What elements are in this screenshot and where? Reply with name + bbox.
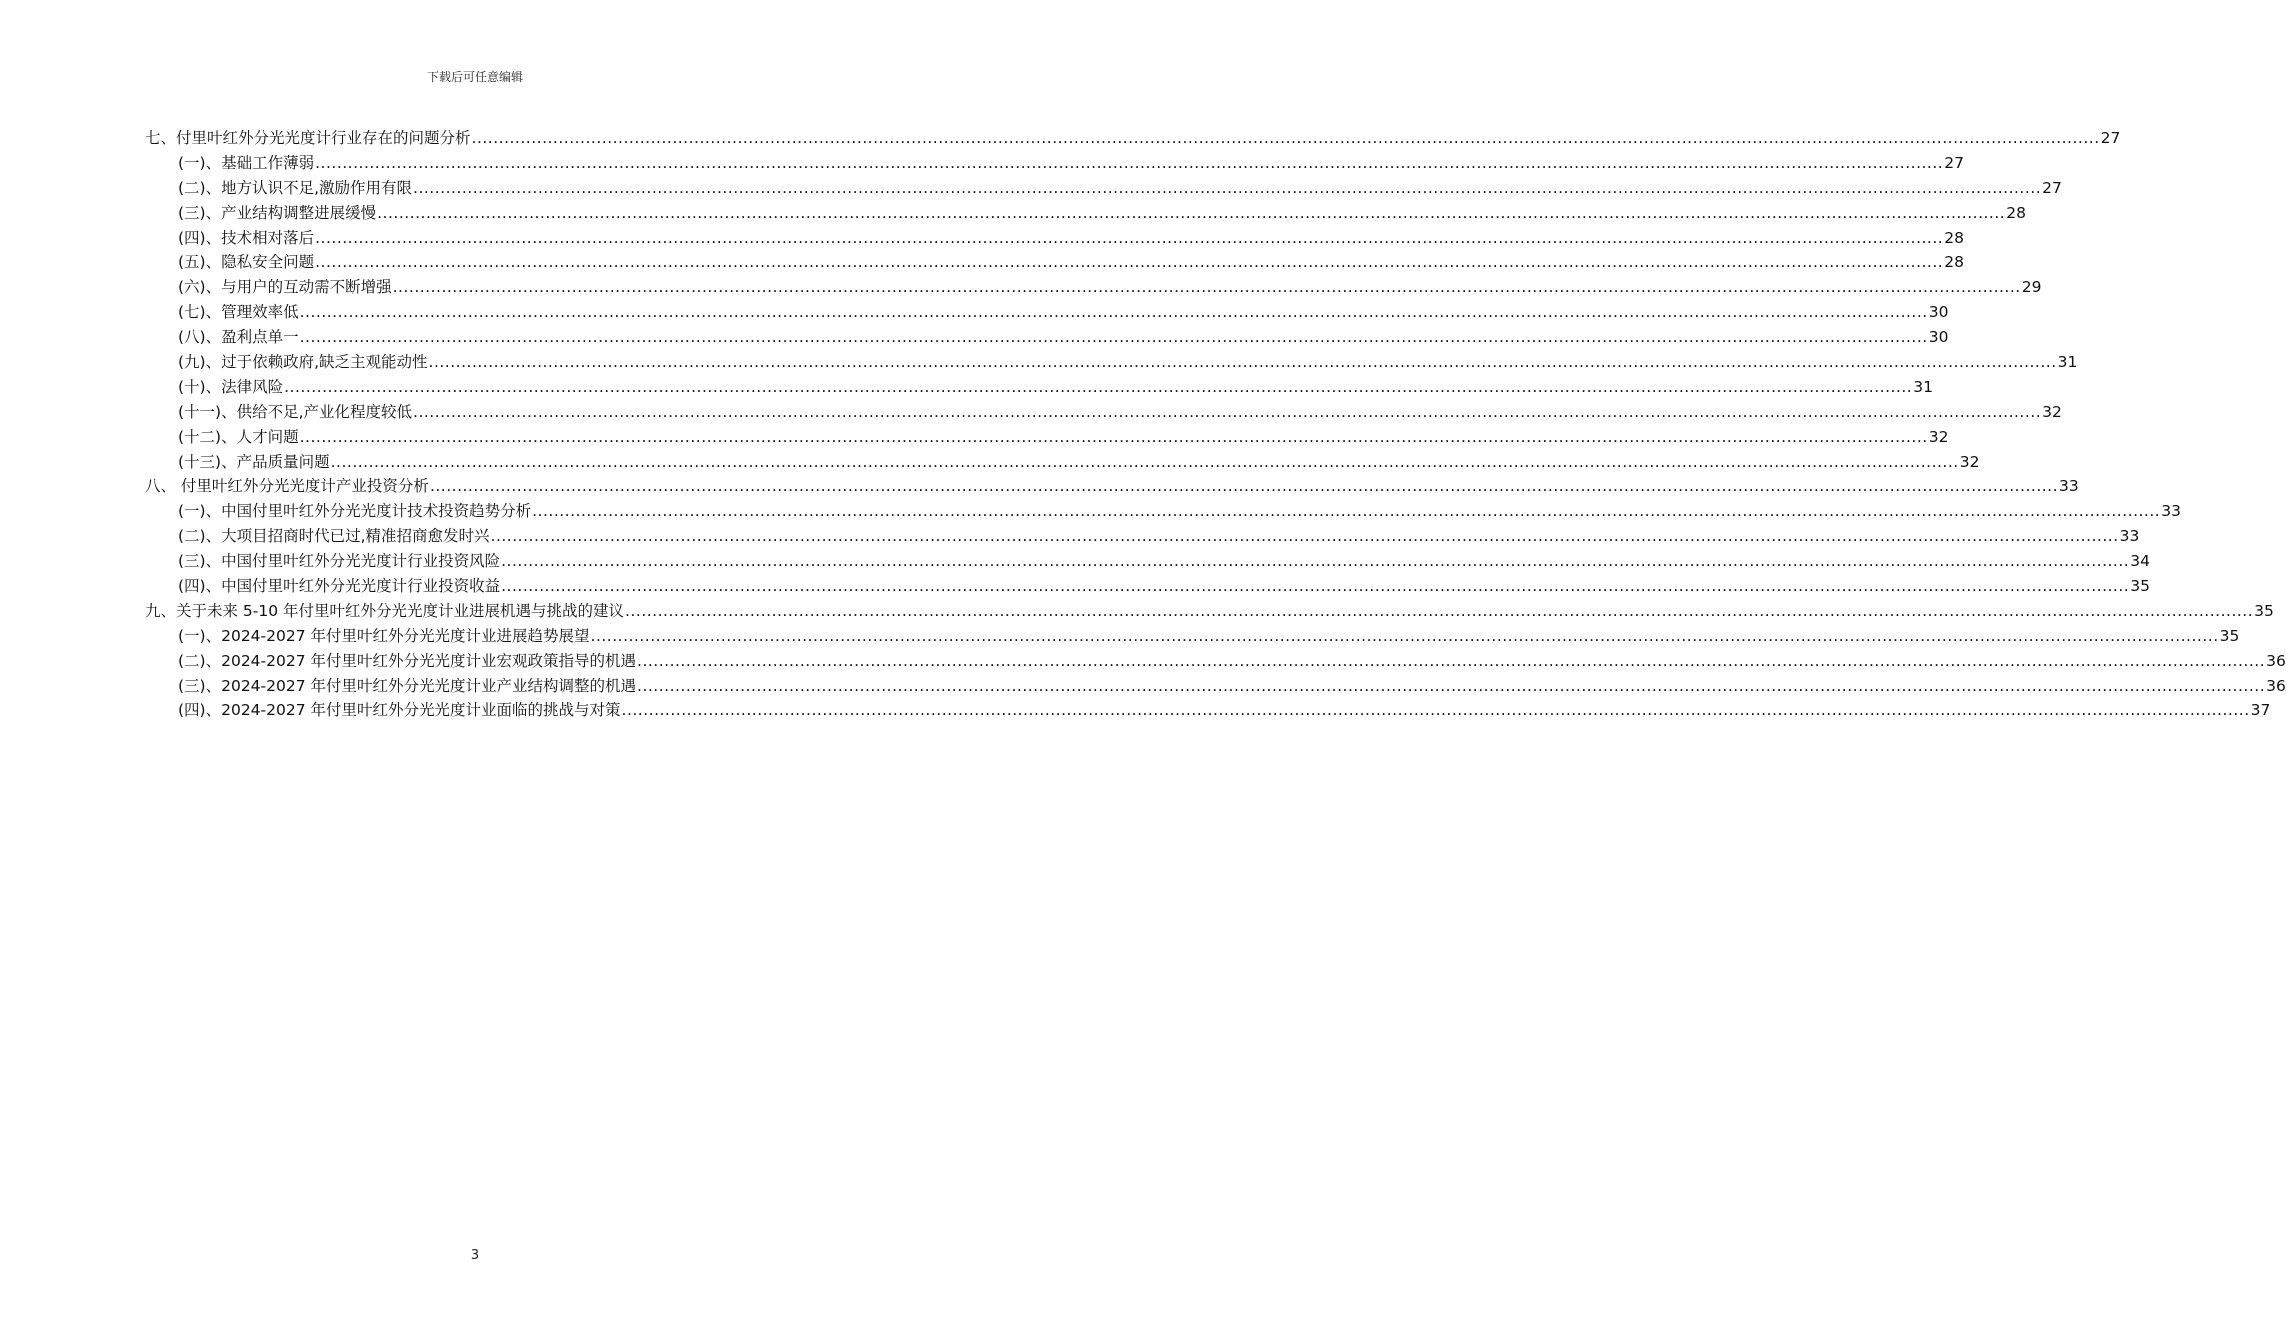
toc-entry-title: (十三)、产品质量问题 xyxy=(178,452,330,471)
toc-chapter-entry[interactable] xyxy=(145,474,2079,499)
toc-section-entry[interactable] xyxy=(145,201,2026,226)
toc-entry-page: 35 xyxy=(2130,577,2150,596)
toc-entry-title: 九、关于未来 5-10 年付里叶红外分光光度计业进展机遇与挑战的建议 xyxy=(145,601,625,620)
toc-dot-leader: ............................................................................................................................................................................................................................................................................................................ xyxy=(471,129,2100,147)
toc-dot-leader: ............................................................................................................................................................................................................................................................................................................ xyxy=(625,601,2254,620)
toc-dot-leader: ............................................................................................................................................................................................................................................................................................................ xyxy=(532,502,2161,521)
toc-dot-leader: ............................................................................................................................................................................................................................................................................................................ xyxy=(299,427,1928,446)
toc-entry-title: (一)、中国付里叶红外分光光度计技术投资趋势分析 xyxy=(178,502,532,521)
toc-entry-title: (十一)、供给不足,产业化程度较低 xyxy=(178,402,413,421)
header-note: 下载后可任意编辑 xyxy=(426,70,523,84)
toc-entry-title: (十二)、人才问题 xyxy=(178,427,299,446)
toc-dot-leader: ............................................................................................................................................................................................................................................................................................................ xyxy=(413,402,2042,421)
toc-section-entry[interactable] xyxy=(145,300,1949,325)
toc-dot-leader: ............................................................................................................................................................................................................................................................................................................ xyxy=(315,253,1944,272)
toc-chapter-entry[interactable] xyxy=(145,599,2274,624)
toc-entry-title: (四)、中国付里叶红外分光光度计行业投资收益 xyxy=(178,577,501,596)
toc-entry-page: 36 xyxy=(2266,676,2286,695)
toc-section-entry[interactable] xyxy=(145,450,1980,475)
toc-entry-title: (七)、管理效率低 xyxy=(178,303,299,322)
toc-entry-page: 34 xyxy=(2130,552,2150,571)
toc-entry-title: (二)、大项目招商时代已过,精准招商愈发时兴 xyxy=(178,527,490,546)
toc-dot-leader: ............................................................................................................................................................................................................................................................................................................ xyxy=(377,203,2006,222)
toc-entry-title: (十)、法律风险 xyxy=(178,377,284,396)
toc-dot-leader: ............................................................................................................................................................................................................................................................................................................ xyxy=(428,353,2057,372)
toc-dot-leader: ............................................................................................................................................................................................................................................................................................................ xyxy=(392,278,2021,297)
toc-dot-leader: ............................................................................................................................................................................................................................................................................................................ xyxy=(413,178,2042,197)
toc-section-entry[interactable] xyxy=(145,624,2240,649)
toc-chapter-entry[interactable] xyxy=(145,126,2121,151)
toc-entry-title: (九)、过于依赖政府,缺乏主观能动性 xyxy=(178,353,428,372)
table-of-contents xyxy=(145,126,2286,723)
toc-entry-page: 27 xyxy=(1944,153,1964,172)
toc-section-entry[interactable] xyxy=(145,574,2150,599)
toc-entry-title: (四)、2024-2027 年付里叶红外分光光度计业面临的挑战与对策 xyxy=(178,701,621,720)
toc-section-entry[interactable] xyxy=(145,151,1964,176)
toc-entry-page: 28 xyxy=(2006,203,2026,222)
toc-entry-page: 27 xyxy=(2042,178,2062,197)
toc-section-entry[interactable] xyxy=(145,176,2062,201)
toc-section-entry[interactable] xyxy=(145,400,2062,425)
toc-dot-leader: ............................................................................................................................................................................................................................................................................................................ xyxy=(429,477,2059,496)
toc-section-entry[interactable] xyxy=(145,425,1949,450)
toc-entry-page: 32 xyxy=(1959,452,1980,471)
toc-entry-title: (一)、2024-2027 年付里叶红外分光光度计业进展趋势展望 xyxy=(178,626,590,645)
toc-section-entry[interactable] xyxy=(145,375,1933,400)
toc-entry-title: (六)、与用户的互动需不断增强 xyxy=(178,278,392,297)
toc-entry-page: 33 xyxy=(2119,527,2140,546)
toc-dot-leader: ............................................................................................................................................................................................................................................................................................................ xyxy=(490,527,2119,546)
toc-entry-title: (三)、产业结构调整进展缓慢 xyxy=(178,203,377,222)
toc-entry-title: (四)、技术相对落后 xyxy=(178,228,315,247)
toc-dot-leader: ............................................................................................................................................................................................................................................................................................................ xyxy=(501,577,2130,596)
toc-entry-page: 30 xyxy=(1928,328,1949,347)
toc-entry-page: 29 xyxy=(2021,278,2042,297)
toc-dot-leader: ............................................................................................................................................................................................................................................................................................................ xyxy=(637,651,2266,670)
toc-entry-page: 27 xyxy=(2100,129,2121,147)
toc-entry-page: 35 xyxy=(2254,601,2274,620)
toc-entry-title: 七、付里叶红外分光光度计行业存在的问题分析 xyxy=(145,129,471,147)
toc-dot-leader: ............................................................................................................................................................................................................................................................................................................ xyxy=(299,328,1928,347)
toc-dot-leader: ............................................................................................................................................................................................................................................................................................................ xyxy=(590,626,2219,645)
toc-entry-title: (五)、隐私安全问题 xyxy=(178,253,315,272)
toc-dot-leader: ............................................................................................................................................................................................................................................................................................................ xyxy=(501,552,2130,571)
toc-section-entry[interactable] xyxy=(145,524,2140,549)
toc-entry-title: (二)、地方认识不足,激励作用有限 xyxy=(178,178,413,197)
page-number: 3 xyxy=(470,1248,480,1263)
toc-entry-page: 32 xyxy=(1928,427,1949,446)
toc-dot-leader: ............................................................................................................................................................................................................................................................................................................ xyxy=(330,452,1959,471)
toc-entry-page: 37 xyxy=(2250,701,2271,720)
toc-section-entry[interactable] xyxy=(145,698,2271,723)
toc-entry-title: (一)、基础工作薄弱 xyxy=(178,153,315,172)
toc-entry-page: 31 xyxy=(1913,377,1933,396)
toc-entry-page: 33 xyxy=(2161,502,2181,521)
toc-entry-page: 33 xyxy=(2059,477,2079,496)
toc-entry-title: (三)、中国付里叶红外分光光度计行业投资风险 xyxy=(178,552,501,571)
toc-dot-leader: ............................................................................................................................................................................................................................................................................................................ xyxy=(315,153,1944,172)
toc-entry-page: 36 xyxy=(2266,651,2286,670)
toc-entry-page: 32 xyxy=(2042,402,2062,421)
toc-dot-leader: ............................................................................................................................................................................................................................................................................................................ xyxy=(637,676,2266,695)
toc-section-entry[interactable] xyxy=(145,549,2150,574)
toc-entry-page: 28 xyxy=(1944,253,1964,272)
toc-section-entry[interactable] xyxy=(145,275,2042,300)
toc-entry-page: 30 xyxy=(1928,303,1949,322)
toc-section-entry[interactable] xyxy=(145,649,2286,674)
toc-section-entry[interactable] xyxy=(145,674,2286,699)
toc-section-entry[interactable] xyxy=(145,250,1964,275)
toc-section-entry[interactable] xyxy=(145,350,2078,375)
toc-dot-leader: ............................................................................................................................................................................................................................................................................................................ xyxy=(315,228,1944,247)
toc-dot-leader: ............................................................................................................................................................................................................................................................................................................ xyxy=(284,377,1913,396)
toc-entry-page: 28 xyxy=(1944,228,1964,247)
toc-dot-leader: ............................................................................................................................................................................................................................................................................................................ xyxy=(621,701,2250,720)
toc-entry-title: (二)、2024-2027 年付里叶红外分光光度计业宏观政策指导的机遇 xyxy=(178,651,637,670)
toc-entry-page: 35 xyxy=(2219,626,2240,645)
toc-dot-leader: ............................................................................................................................................................................................................................................................................................................ xyxy=(299,303,1928,322)
toc-entry-title: 八、 付里叶红外分光光度计产业投资分析 xyxy=(145,477,429,496)
toc-section-entry[interactable] xyxy=(145,499,2181,524)
toc-entry-title: (八)、盈利点单一 xyxy=(178,328,299,347)
toc-entry-page: 31 xyxy=(2057,353,2078,372)
toc-section-entry[interactable] xyxy=(145,325,1949,350)
toc-section-entry[interactable] xyxy=(145,226,1964,251)
toc-entry-title: (三)、2024-2027 年付里叶红外分光光度计业产业结构调整的机遇 xyxy=(178,676,637,695)
